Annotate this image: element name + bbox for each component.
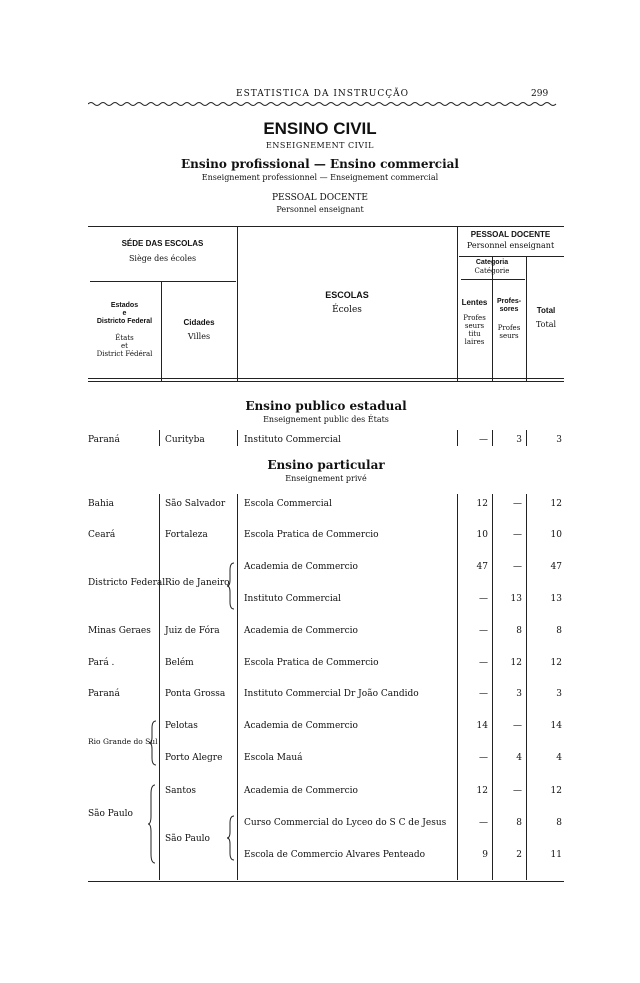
header-sede-fr: Siège des écoles bbox=[128, 254, 197, 263]
cell-lentes: — bbox=[479, 658, 488, 668]
cell-total: 8 bbox=[556, 626, 562, 636]
cell-escola: Academia de Commercio bbox=[244, 626, 358, 636]
header-villes: Villes bbox=[187, 332, 211, 341]
cell-estado: Bahia bbox=[88, 499, 115, 509]
cell-profes: 12 bbox=[510, 658, 522, 668]
cell-lentes: — bbox=[479, 626, 488, 636]
publico-cidade: Curityba bbox=[165, 435, 205, 445]
cell-lentes: 12 bbox=[476, 499, 488, 509]
table-bottom-rule bbox=[88, 881, 564, 882]
group-rgs-estado: Rio Grande do Sul bbox=[88, 737, 158, 746]
categoria-brace-rule bbox=[461, 279, 525, 280]
cell-cidade: Fortaleza bbox=[165, 530, 208, 540]
cell-profes: 2 bbox=[516, 850, 522, 860]
particular-title: Ensino particular bbox=[267, 458, 385, 472]
cell-profes: 3 bbox=[516, 689, 522, 699]
header-etats-df: District Fédéral bbox=[96, 350, 153, 358]
subtitle-fr: Enseignement professionnel — Enseignement commercial bbox=[201, 173, 439, 182]
cell-estado: Paraná bbox=[88, 689, 120, 699]
cell-cidade: São Salvador bbox=[165, 499, 226, 509]
publico-escola: Instituto Commercial bbox=[244, 435, 341, 445]
cell-total: 3 bbox=[556, 689, 562, 699]
cell-lentes: 9 bbox=[482, 850, 488, 860]
header-divider-lentes bbox=[492, 257, 493, 381]
particular-divider-2 bbox=[237, 494, 238, 880]
cell-estado: Ceará bbox=[88, 530, 116, 540]
group-sp-cidade: São Paulo bbox=[165, 834, 210, 844]
cell-total: 13 bbox=[550, 594, 562, 604]
cell-escola: Instituto Commercial Dr João Candido bbox=[244, 689, 419, 699]
sede-brace-rule bbox=[90, 281, 236, 282]
header-estados-df: Districto Federal bbox=[96, 318, 153, 325]
cell-cidade: Ponta Grossa bbox=[165, 689, 226, 699]
header-lentes-fr bbox=[457, 314, 492, 346]
cell-total: 12 bbox=[550, 658, 562, 668]
cell-total: 12 bbox=[550, 499, 562, 509]
cell-profes: — bbox=[513, 530, 522, 540]
cell-lentes: 10 bbox=[476, 530, 488, 540]
header-divider-sede bbox=[237, 226, 238, 381]
section-title-fr: Personnel enseignant bbox=[276, 205, 364, 214]
cell-profes: 4 bbox=[516, 753, 522, 763]
publico-lentes: — bbox=[479, 435, 488, 445]
header-profes bbox=[492, 298, 526, 314]
publico-divider-1 bbox=[159, 430, 160, 446]
header-categorie: Catégorie bbox=[474, 267, 510, 275]
running-title: ESTATISTICA DA INSTRUCÇÃO bbox=[236, 89, 409, 99]
cell-escola: Academia de Commercio bbox=[244, 721, 358, 731]
cell-profes: — bbox=[513, 721, 522, 731]
section-title: PESSOAL DOCENTE bbox=[271, 193, 368, 203]
cell-profes: 13 bbox=[510, 594, 522, 604]
wavy-rule bbox=[88, 100, 568, 108]
group-df-estado: Districto Federal bbox=[88, 578, 166, 588]
main-title: ENSINO CIVIL bbox=[263, 119, 377, 138]
header-cidades: Cidades bbox=[183, 318, 215, 327]
header-lentes-fr-3: titu bbox=[468, 330, 481, 338]
cell-cidade: Santos bbox=[165, 786, 196, 796]
page-number: 299 bbox=[531, 89, 549, 99]
cell-escola: Escola Mauá bbox=[244, 753, 303, 763]
publico-estado: Paraná bbox=[88, 435, 120, 445]
publico-total: 3 bbox=[556, 435, 562, 445]
header-profes-fr-2: seurs bbox=[499, 332, 519, 340]
header-lentes: Lentes bbox=[461, 298, 488, 307]
header-lentes-fr-2: seurs bbox=[464, 322, 485, 330]
header-pessoal-fr: Personnel enseignant bbox=[466, 241, 555, 250]
cell-total: 14 bbox=[550, 721, 562, 731]
cell-lentes: — bbox=[479, 753, 488, 763]
header-profes-1: Profes- bbox=[496, 298, 522, 305]
cell-profes: 8 bbox=[516, 626, 522, 636]
header-etats-et: et bbox=[121, 342, 128, 350]
pessoal-brace-rule bbox=[459, 256, 564, 257]
cell-escola: Instituto Commercial bbox=[244, 594, 341, 604]
cell-total: 4 bbox=[556, 753, 562, 763]
cell-estado: Minas Geraes bbox=[88, 626, 151, 636]
header-lentes-fr-4: laires bbox=[464, 338, 485, 346]
cell-lentes: — bbox=[479, 818, 488, 828]
header-escolas: ESCOLAS bbox=[325, 290, 369, 300]
header-profes-fr-1: Profes bbox=[497, 324, 521, 332]
header-categoria: Categoria bbox=[475, 259, 509, 266]
cell-total: 47 bbox=[550, 562, 562, 572]
cell-profes: — bbox=[513, 499, 522, 509]
header-profes-fr bbox=[492, 324, 526, 340]
group-sp-estado: São Paulo bbox=[88, 809, 133, 819]
publico-divider-2 bbox=[237, 430, 238, 446]
particular-divider-5 bbox=[526, 494, 527, 880]
cell-total: 11 bbox=[550, 850, 562, 860]
cell-estado: Pará . bbox=[88, 658, 115, 668]
group-df-cidade: Rio de Janeiro bbox=[165, 578, 230, 588]
header-lentes-fr-1: Profes bbox=[463, 314, 486, 322]
subtitle: Ensino profissional — Ensino commercial bbox=[181, 157, 459, 171]
cell-cidade: Juiz de Fóra bbox=[165, 626, 220, 636]
header-bottom-rule-2 bbox=[88, 381, 564, 382]
cell-lentes: 47 bbox=[476, 562, 488, 572]
particular-divider-4 bbox=[492, 494, 493, 880]
header-total: Total bbox=[536, 306, 556, 315]
publico-title: Ensino publico estadual bbox=[245, 399, 407, 413]
header-estados-label: Estados bbox=[110, 302, 139, 309]
header-etats-label: États bbox=[115, 334, 134, 342]
cell-escola: Curso Commercial do Lyceo do S C de Jesus bbox=[244, 818, 447, 828]
cell-escola: Escola Pratica de Commercio bbox=[244, 658, 379, 668]
cell-lentes: 14 bbox=[476, 721, 488, 731]
cell-profes: — bbox=[513, 562, 522, 572]
header-profes-2: sores bbox=[499, 306, 519, 313]
cell-total: 8 bbox=[556, 818, 562, 828]
cell-total: 10 bbox=[550, 530, 562, 540]
header-divider-profes bbox=[526, 257, 527, 381]
publico-divider-3 bbox=[457, 430, 458, 446]
particular-divider-1 bbox=[159, 494, 160, 880]
cell-profes: — bbox=[513, 786, 522, 796]
cell-escola: Academia de Commercio bbox=[244, 786, 358, 796]
main-title-fr: ENSEIGNEMENT CIVIL bbox=[266, 141, 374, 150]
cell-cidade: Belém bbox=[165, 658, 194, 668]
header-total-fr: Total bbox=[535, 320, 557, 329]
header-ecoles: Écoles bbox=[332, 305, 362, 315]
particular-divider-3 bbox=[457, 494, 458, 880]
publico-divider-4 bbox=[492, 430, 493, 446]
particular-title-fr: Enseignement privé bbox=[285, 474, 367, 483]
cell-escola: Escola Commercial bbox=[244, 499, 332, 509]
header-pessoal: PESSOAL DOCENTE bbox=[470, 230, 551, 239]
cell-lentes: — bbox=[479, 689, 488, 699]
cell-cidade: Porto Alegre bbox=[165, 753, 223, 763]
header-estados-e: e bbox=[122, 310, 127, 317]
cell-escola: Escola de Commercio Alvares Penteado bbox=[244, 850, 426, 860]
brace-sao-paulo-estado bbox=[147, 784, 157, 864]
cell-profes: 8 bbox=[516, 818, 522, 828]
header-sede: SÉDE DAS ESCOLAS bbox=[121, 239, 204, 248]
table-top-rule bbox=[88, 226, 564, 227]
cell-cidade: Pelotas bbox=[165, 721, 198, 731]
cell-lentes: 12 bbox=[476, 786, 488, 796]
publico-divider-5 bbox=[526, 430, 527, 446]
cell-escola: Academia de Commercio bbox=[244, 562, 358, 572]
publico-profes: 3 bbox=[516, 435, 522, 445]
header-estados bbox=[88, 302, 161, 326]
cell-total: 12 bbox=[550, 786, 562, 796]
cell-lentes: — bbox=[479, 594, 488, 604]
header-etats bbox=[88, 334, 161, 358]
cell-escola: Escola Pratica de Commercio bbox=[244, 530, 379, 540]
brace-sao-paulo-cidade bbox=[226, 815, 236, 861]
publico-title-fr: Enseignement public des États bbox=[263, 415, 389, 424]
